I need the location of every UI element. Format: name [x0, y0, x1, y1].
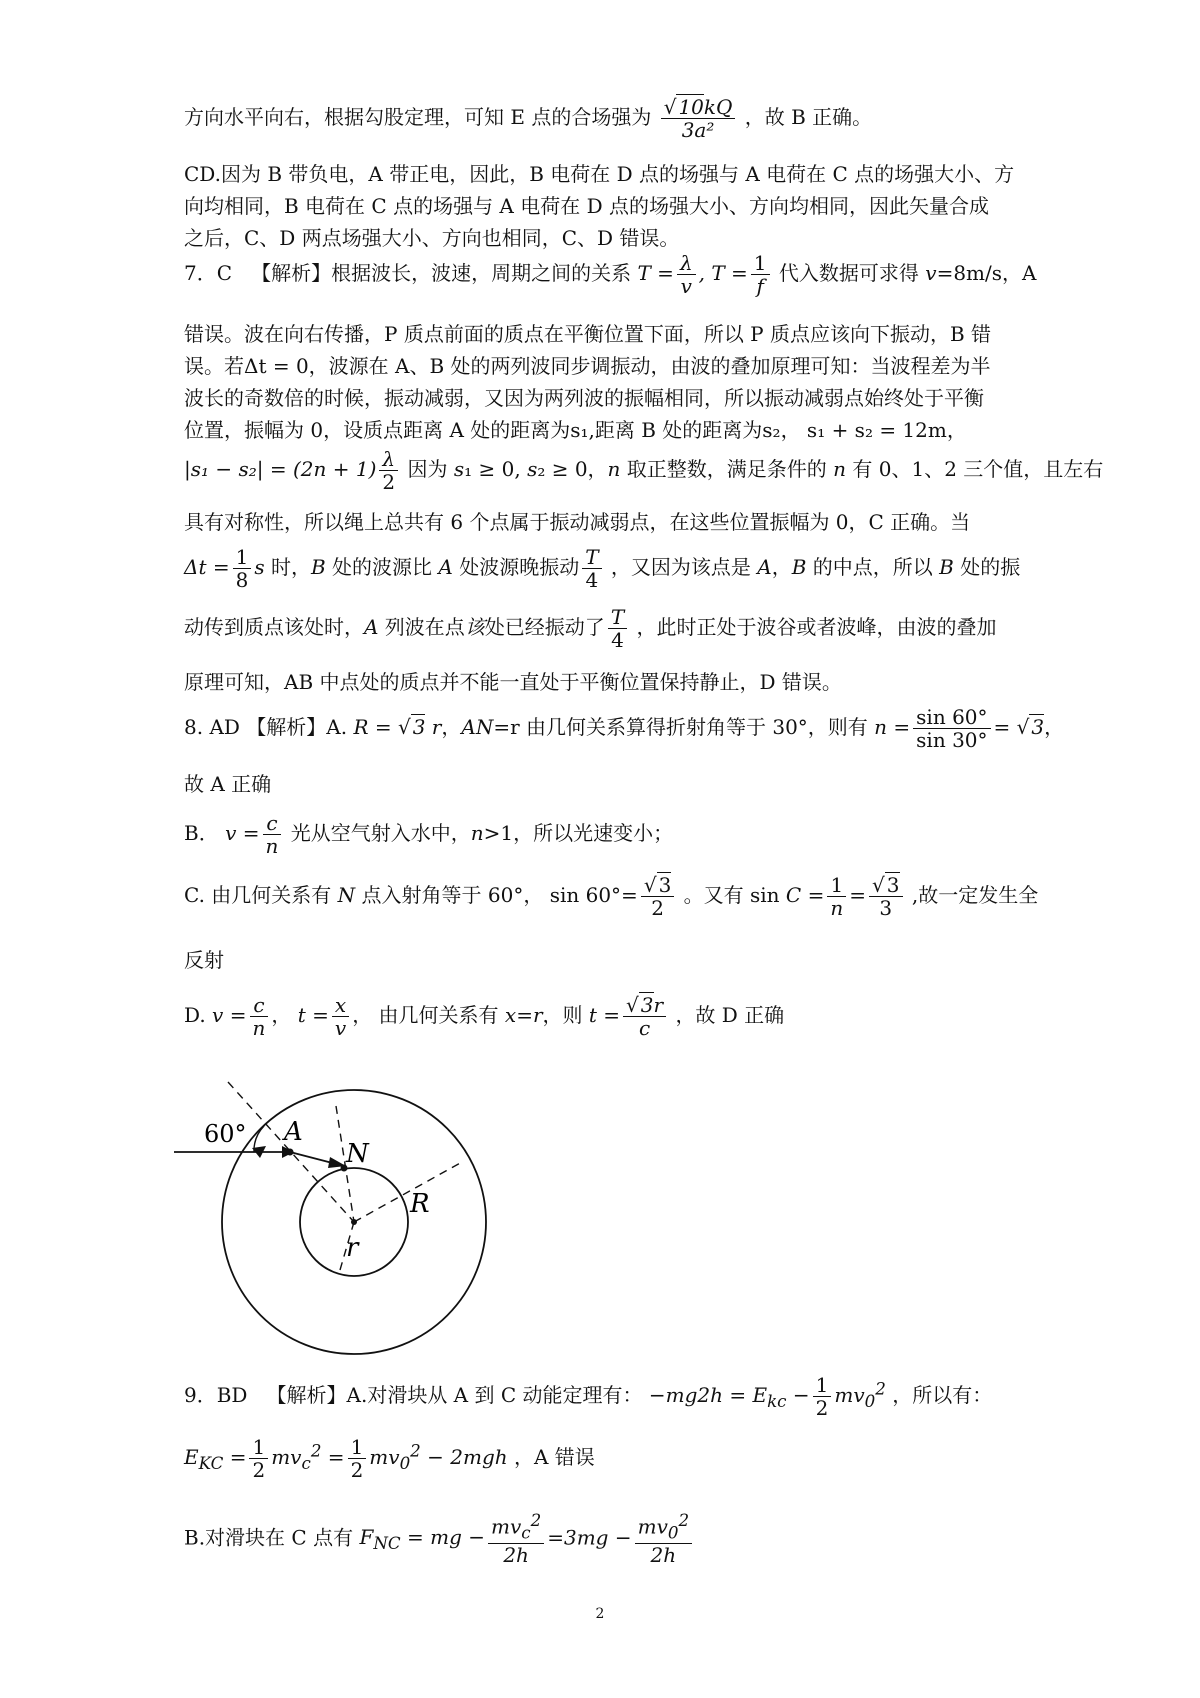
- text-line-14: 原理可知，AB 中点处的质点并不能一直处于平衡位置保持静止，D 错误。: [184, 670, 842, 694]
- text-line-16: 故 A 正确: [184, 772, 272, 796]
- q8c-head: C. 由几何关系有 N 点入射角等于 60°， sin 60°=: [184, 883, 638, 907]
- q8b-head: B． v =: [184, 821, 260, 845]
- text-line-1: [184, 96, 872, 141]
- q9b-head: B.对滑块在 C 点有 $F_{NC}$ = mg −: [184, 1525, 486, 1554]
- point-n-label: N: [346, 1139, 369, 1169]
- text-line-20: D. v = $\frac{c}{n}$ ， t = $\frac{x}{v}$ ， 由几何关系有 x=r，则 t = $\frac{√ 3r}{c}$ ，故 D 正确: [184, 993, 785, 1040]
- x-over-v: $\frac{x}{v}$: [332, 994, 349, 1039]
- text-line-2: CD.因为 B 带负电，A 带正电，因此，B 电荷在 D 点的场强与 A 电荷在 C 点的场强大小、方: [184, 162, 1015, 186]
- lambda-over-v: $\frac{\lambda}{v}$: [677, 252, 696, 297]
- text-line-19: 反射: [184, 948, 224, 972]
- point-a-label: A: [284, 1117, 303, 1147]
- radius-outer-label: R: [410, 1189, 430, 1219]
- half-1: $\frac{1}{2}$: [813, 1374, 832, 1419]
- one-over-f: $\frac{1}{f}$: [751, 252, 770, 297]
- delta-t: Δt =: [184, 555, 230, 579]
- center-dot: [351, 1219, 357, 1225]
- t-quarter-2: $\frac{T}{4}$: [608, 606, 627, 651]
- line12-mid: 时，B 处的波源比 A 处波源晚振动: [270, 555, 580, 579]
- mvc2-over-2h: $\frac{mv_c^2}{2h}$: [488, 1512, 544, 1566]
- text-line-22: $E_{KC}$ = $\frac{1}{2}$ $mv_c^2$ = $\frac{1}{2}$ $mv_0^2 - 2mgh$ ，A 错误: [184, 1435, 595, 1482]
- text-line-10: [184, 448, 1103, 493]
- line13-tail: ，此时正处于波谷或者波峰，由波的叠加: [636, 615, 997, 639]
- text-line-3: 向均相同，B 电荷在 C 点的场强与 A 电荷在 D 点的场强大小、方向均相同，因此矢量合成: [184, 194, 989, 218]
- text-line-7: 误。若Δt = 0，波源在 A、B 处的两列波同步调振动，由波的叠加原理可知：当波程差为半: [184, 354, 991, 378]
- angle-label: 60°: [204, 1120, 247, 1148]
- q8d-mid: 由几何关系有 x=r，则 t =: [378, 1003, 621, 1027]
- radius-inner-label: r: [346, 1233, 359, 1263]
- one-over-n: $\frac{1}{n}$: [827, 874, 846, 919]
- s-difference: |s₁ − s₂| = (2n + 1): [184, 457, 377, 481]
- sqrt3-over-3: $\frac{√ 3}{3}$: [869, 874, 902, 919]
- c-over-n-1: $\frac{c}{n}$: [262, 812, 281, 857]
- one-eighth: $\frac{1}{8}$: [233, 546, 252, 591]
- lambda-half: $\frac{\lambda}{2}$: [379, 448, 398, 493]
- point-a-dot: [287, 1149, 294, 1156]
- mv02-over-2h: $\frac{mv_0^2}{2h}$: [635, 1512, 692, 1566]
- half-3: $\frac{1}{2}$: [348, 1436, 367, 1481]
- line12-tail: ，又因为该点是 A，B 的中点，所以 B 处的振: [610, 555, 1021, 579]
- text-line-9: 位置，振幅为 0，设质点距离 A 处的距离为s₁,距离 B 处的距离为s₂， s₁ + s₂ = 12m，: [184, 418, 967, 442]
- ekc-eq: $E_{KC}$ =: [184, 1445, 247, 1473]
- t-quarter-1: $\frac{T}{4}$: [582, 546, 601, 591]
- c-over-n-2: $\frac{c}{n}$: [249, 994, 268, 1039]
- q9-tail: ，所以有：: [892, 1383, 993, 1407]
- sqrt3r-over-c: $\frac{√ 3r}{c}$: [623, 994, 666, 1039]
- text-line-13: [184, 606, 997, 651]
- q8b-tail: 光从空气射入水中，n>1，所以光速变小；: [290, 821, 674, 845]
- period-eq: T =: [637, 261, 674, 285]
- q9-head: 9．BD 【解析】A.对滑块从 A 到 C 动能定理有： $-mg2h = E_{kc}$ −: [184, 1383, 810, 1411]
- text-line-23: B.对滑块在 C 点有 $F_{NC}$ = mg − $\frac{mv_c^2}{2h}$ =3mg − $\frac{mv_0^2}{2h}$: [184, 1512, 695, 1566]
- field-fraction: $\frac{√ 10kQ}{\text{3a²}}$: [661, 96, 736, 141]
- optics-figure: [170, 1070, 510, 1370]
- line1-part-b: ，故 B 正确。: [744, 105, 873, 129]
- text-line-15: 8. AD 【解析】A. R = √ 3 r，AN=r 由几何关系算得折射角等于 30°，则有 n = $\frac{\sin 60^\circ}{\sin 30^\circ}$ = √ 3，: [184, 705, 1065, 752]
- sin-ratio: $\frac{\sin 60^\circ}{\sin 30^\circ}$: [913, 706, 990, 751]
- text-line-8: 波长的奇数倍的时候，振动减弱，又因为两列波的振幅相同，所以振动减弱点始终处于平衡: [184, 386, 984, 410]
- q8d-tail: ，故 D 正确: [675, 1003, 785, 1027]
- text-line-6: 错误。波在向右传播，P 质点前面的质点在平衡位置下面，所以 P 质点应该向下振动，B 错: [184, 322, 992, 346]
- line10-tail: 因为 s₁ ≥ 0, s₂ ≥ 0，n 取正整数，满足条件的 n 有 0、1、2 三个值，且左右: [407, 457, 1104, 481]
- sqrt3-over-2: $\frac{√ 3}{2}$: [641, 874, 674, 919]
- line1-part-a: 方向水平向右，根据勾股定理，可知 E 点的合场强为: [184, 105, 652, 129]
- text-line-5: 7．C 【解析】根据波长，波速，周期之间的关系 T = $\frac{\lambda}{v}$ , T = $\frac{1}{f}$ 代入数据可求得 v=8m/s，A: [184, 251, 1037, 298]
- q9a-tail: ，A 错误: [514, 1445, 595, 1469]
- text-line-17: [184, 812, 673, 857]
- text-line-18: C. 由几何关系有 N 点入射角等于 60°， sin 60°= $\frac{√ 3}{2}$ 。又有 sin C = $\frac{1}{n}$ = $\frac{√ 3}{3}$ ,故一定发生全: [184, 873, 1039, 920]
- line13-head: 动传到质点该处时，A 列波在点该处已经振动了: [184, 615, 605, 639]
- q7-tail: 代入数据可求得 v=8m/s，A: [778, 261, 1037, 285]
- q8-head: 8. AD 【解析】A. R = √ 3 r，AN=r 由几何关系算得折射角等于 30°，则有 n =: [184, 715, 911, 739]
- text-line-21: 9．BD 【解析】A.对滑块从 A 到 C 动能定理有： $-mg2h = E_{kc}$ − $\frac{1}{2}$ $mv_0^2$ ，所以有：: [184, 1373, 993, 1420]
- half-2: $\frac{1}{2}$: [249, 1436, 268, 1481]
- text-line-12: Δt = $\frac{1}{8}$ s 时，B 处的波源比 A 处波源晚振动 $\frac{T}{4}$ ，又因为该点是 A，B 的中点，所以 B 处的振: [184, 545, 1021, 592]
- q7-head: 7．C 【解析】根据波长，波速，周期之间的关系: [184, 261, 632, 285]
- text-line-4: 之后，C、D 两点场强大小、方向也相同，C、D 错误。: [184, 226, 680, 250]
- text-line-11: 具有对称性，所以绳上总共有 6 个点属于振动减弱点，在这些位置振幅为 0，C 正确。当: [184, 510, 971, 534]
- q8c-mid: 。又有 sin C =: [683, 883, 825, 907]
- q8d-head: D. v =: [184, 1003, 247, 1027]
- q8c-tail: ,故一定发生全: [911, 883, 1039, 907]
- page-number: 2: [595, 1606, 605, 1622]
